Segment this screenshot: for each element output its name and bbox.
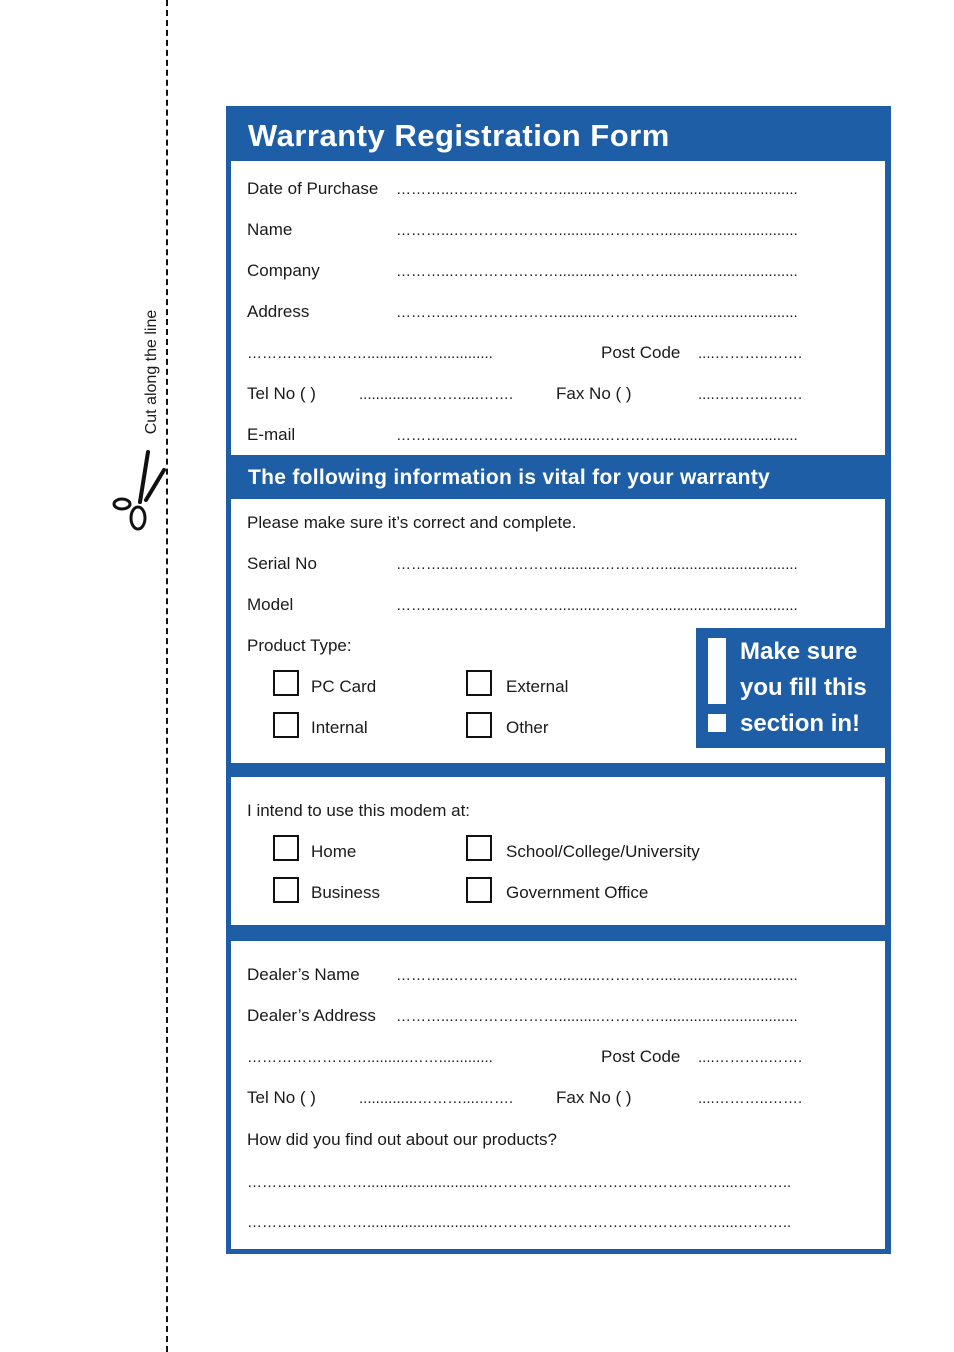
- home-label: Home: [311, 842, 357, 861]
- school-checkbox[interactable]: [466, 835, 492, 861]
- business-label: Business: [311, 883, 380, 902]
- internal-label: Internal: [311, 718, 368, 737]
- business-checkbox[interactable]: [273, 877, 299, 903]
- pc-card-checkbox[interactable]: [273, 670, 299, 696]
- exclamation-icon: [708, 638, 726, 704]
- how-found-answer-line-1[interactable]: …………………….............................………………………………………......………..: [247, 1174, 792, 1191]
- callout-line-3: section in!: [740, 710, 861, 737]
- home-checkbox[interactable]: [273, 835, 299, 861]
- address-field[interactable]: ………...…………………..........………….................................: [396, 304, 798, 321]
- model-label: Model: [247, 595, 294, 614]
- external-checkbox[interactable]: [466, 670, 492, 696]
- dealer-tel-label: Tel No ( ): [247, 1088, 316, 1107]
- tel-field[interactable]: ..............………....…….: [359, 386, 514, 403]
- form-title: Warranty Registration Form: [248, 118, 670, 153]
- name-field[interactable]: ………...…………………..........………….................................: [396, 222, 798, 239]
- postcode-label: Post Code: [601, 343, 681, 362]
- product-type-label: Product Type:: [247, 636, 352, 655]
- dealer-fax-field[interactable]: ....………..…….: [698, 1090, 803, 1107]
- how-found-question: How did you find out about our products?: [247, 1130, 557, 1149]
- fax-label: Fax No ( ): [556, 384, 632, 403]
- callout-line-1: Make sure: [740, 638, 858, 665]
- address-line2-field[interactable]: ……………………..........…….............: [247, 345, 493, 362]
- dealer-address-label: Dealer’s Address: [247, 1006, 376, 1025]
- email-label: E-mail: [247, 425, 296, 444]
- dealer-postcode-label: Post Code: [601, 1047, 681, 1066]
- date-of-purchase-field[interactable]: ………...…………………..........………….................................: [396, 181, 798, 198]
- dealer-name-label: Dealer’s Name: [247, 965, 360, 984]
- government-office-checkbox[interactable]: [466, 877, 492, 903]
- other-label: Other: [506, 718, 549, 737]
- dealer-address-field[interactable]: ………...…………………..........………….................................: [396, 1008, 798, 1025]
- internal-checkbox[interactable]: [273, 712, 299, 738]
- usage-intro: I intend to use this modem at:: [247, 801, 471, 820]
- dealer-tel-field[interactable]: ..............………....…….: [359, 1090, 514, 1107]
- email-field[interactable]: ………...…………………..........………….................................: [396, 427, 798, 444]
- dealer-fax-label: Fax No ( ): [556, 1088, 632, 1107]
- dealer-name-field[interactable]: ………...…………………..........………….................................: [396, 967, 798, 984]
- address-label: Address: [247, 302, 310, 321]
- company-label: Company: [247, 261, 320, 280]
- cut-line: [166, 0, 168, 1352]
- external-label: External: [506, 677, 569, 696]
- scissors-icon: [112, 450, 172, 532]
- company-field[interactable]: ………...…………………..........………….................................: [396, 263, 798, 280]
- other-checkbox[interactable]: [466, 712, 492, 738]
- fill-reminder-callout: [696, 628, 886, 748]
- intro-text: Please make sure it’s correct and complete.: [247, 513, 577, 532]
- tel-label: Tel No ( ): [247, 384, 316, 403]
- model-field[interactable]: ………...…………………..........………….................................: [396, 597, 798, 614]
- serial-no-label: Serial No: [247, 554, 317, 573]
- callout-line-2: you fill this: [740, 674, 867, 701]
- government-office-label: Government Office: [506, 883, 649, 902]
- school-label: School/College/University: [506, 842, 700, 861]
- callout-text: [740, 634, 867, 742]
- warranty-form: [226, 106, 891, 1254]
- vital-info-header: The following information is vital for your warranty: [248, 466, 770, 489]
- name-label: Name: [247, 220, 293, 239]
- serial-no-field[interactable]: ………...…………………..........………….................................: [396, 556, 798, 573]
- cut-label: Cut along the line: [143, 309, 160, 435]
- fax-field[interactable]: ....………..…….: [698, 386, 803, 403]
- date-of-purchase-label: Date of Purchase: [247, 179, 379, 198]
- dealer-address-line2-field[interactable]: ……………………..........…….............: [247, 1049, 493, 1066]
- exclamation-dot-icon: [708, 714, 726, 732]
- postcode-field[interactable]: ....………..…….: [698, 345, 803, 362]
- dealer-postcode-field[interactable]: ....………..…….: [698, 1049, 803, 1066]
- pc-card-label: PC Card: [311, 677, 377, 696]
- how-found-answer-line-2[interactable]: …………………….............................………………………………………......………..: [247, 1214, 792, 1231]
